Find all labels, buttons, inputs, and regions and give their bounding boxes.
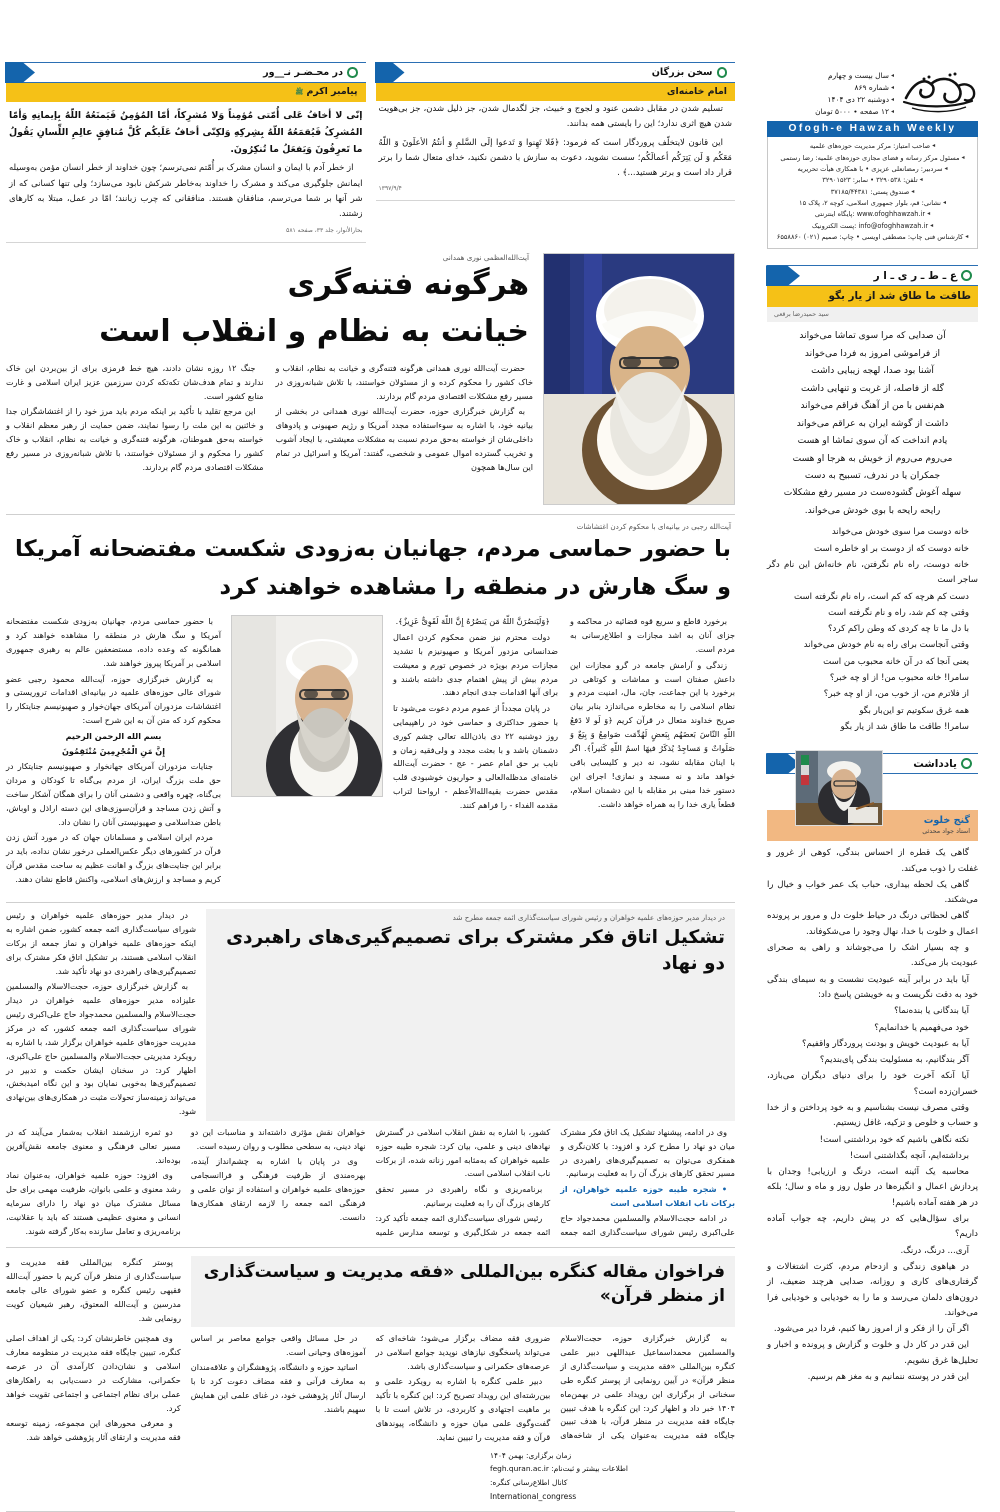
- paragraph: از فلاترم من، از خوب من، از او چه خبر؟: [823, 689, 969, 700]
- chevron-right-icon: [375, 62, 405, 83]
- paragraph: گاهی یک قطره از احساس بندگی، کوهی از غرور و غفلت را ذوب می‌کند.: [767, 848, 978, 874]
- prophet-label: پیامبر اکرم: [306, 86, 358, 97]
- quote-box-header-left: [376, 62, 736, 83]
- paragraph: در پایان مجدداً از عموم مردم دعوت می‌شود تا با حضور حداکثری و حماسی خود در راهپیمایی روز دوشنبه ۲۲ دی باذن‌الله تعالی چشم کوری دشمنان باشد و با بعثت مجدد و ولی‌فقیه زمان و نایب بر حق امام عصر - عج - حضرت آیت‌الله خامنه‌ای مدظله‌العالی و حواریون خوشبودی قلب مقدس حضرت بقیه‌الله‌الأعظم - ارواحنا لتراب مقدمه الفداء - را فراهم کنند.: [393, 702, 559, 811]
- article-2-right-col: [6, 615, 221, 888]
- paragraph: اگر آن را از فکر و از امروز رها کنیم، فردا دیر می‌شود.: [773, 1324, 969, 1335]
- article-4-intro: [6, 1256, 181, 1326]
- congress-event-info: [490, 1449, 735, 1504]
- paragraph: حضرت آیت‌الله نوری همدانی هرگونه فتنه‌گری و خیانت به نظام، انقلاب و خاک کشور را محکوم کرده و از مسئولان خواستند، با تلاش شبانه‌روزی در مسیر رفع مشکلات اقتصادی مردم گام بردارند.: [275, 362, 533, 401]
- quote-box-label-left: امام خامنه‌ای: [376, 83, 736, 101]
- paragraph: با دل ما تا چه کردی که وطن راکم کرد؟: [827, 624, 969, 635]
- poem-lines: [767, 322, 978, 520]
- paragraph: زندگی و آرامش جامعه در گرو مجازات این داعش صفتان است و مماشات و کوتاهی در برخورد با این جماعت، جان، مال، امنیت مردم و نظام اسلامی را به مخاطره می‌اندازد بنابر بیان صریح خداوند متعال در قرآن کریم ﴿وَ لَو لا دَفعُ اللّهِ النّاسَ بَعضَهُم بِبَعضٍ لَهُدِّمَت صَوامِعُ وَ بِیَعٌ وَ صَلَواتٌ وَ مَساجِدُ یُذکَرُ فیهَا اسمُ اللّهِ کَثیراً﴾. اگر با اینان مقابله نشود، نه دیر و کلیسایی باقی خواهد ماند و نه مسجد و نمازی! اجرای این دستور خدا مبنی بر مقابله با این دشمنان اسلام، قطعاً یاری خدا را به همراه خواهد داشت.: [570, 659, 735, 809]
- paragraph: همه غرق سکوتیم تو این‌بار بگو: [859, 705, 969, 716]
- poem-body: [767, 520, 978, 735]
- paragraph: به گزارش خبرگزاری حوزه، حضرت آیت‌الله نوری همدانی در بخشی از بیانیه خود، با اشاره به سوءاستفاده مجدد آمریکا و رژیم صهیونی و پادوهای داخلی‌شان از خواسته به‌حق مردم نسبت به مشکلات معیشتی، با ایجاد آشوب و تخریب گسترده اموال عمومی و شخصی، گفتند: آمریکا و اسرائیل در تمام این سال‌ها همچون: [275, 406, 533, 472]
- article-otagh-fekr: [6, 909, 735, 1248]
- paragraph: وقتی چه کم شد، راه و نام نگرفته است: [828, 607, 969, 618]
- imprint-line: صاحب امتیاز: مرکز مدیریت حوزه‌های علمیه: [809, 142, 931, 151]
- article-rajabi: [6, 522, 735, 904]
- poem-line: می‌روم می‌روم از خویش به هرجا او هست: [792, 453, 953, 464]
- paragraph: وقتی مصرف نیست بشناسیم و به خود پرداختن و از خدا و حساب و خلوص و تزکیه، غافل زیستیم.: [767, 1102, 978, 1129]
- chevron-right-icon: [5, 62, 35, 83]
- lead-grid: [6, 253, 735, 505]
- paragraph: با حضور حماسی مردم، جهانیان به‌زودی شکست مفتضحانه آمریکا و سگ هارش در منطقه را مشاهده خواهند کرد و همانگونه که وعده داده، مستضعفین عالم به رهبری جمهوری اسلامی بر آمریکا پیروز خواهند شد.: [6, 616, 221, 669]
- paragraph: آگر بندگانیم، به مسئولیت بندگی پای‌بندیم؟: [819, 1055, 969, 1066]
- article-2-headline-1: با حضور حماسی مردم، جهانیان به‌زودی شکست مفتضحانه آمریکا: [15, 535, 731, 562]
- divider: [6, 514, 735, 515]
- event-registration[interactable]: اطلاعات بیشتر و ثبت‌نام: fegh.quran.ac.ir: [490, 1464, 628, 1474]
- section-header-yaddasht: [767, 753, 978, 774]
- paragraph: و معرفی محورهای این مجموعه، زمینه توسعه فقه مدیریت و ارتقای آثار پژوهشی خواهد شد.: [6, 1417, 181, 1442]
- poem-line: یادم انداخت که آن سوی تماشا او هست: [797, 436, 948, 447]
- imprint-website[interactable]: پایگاه اینترنتی: www.ofoghhawzah.ir: [814, 210, 926, 219]
- note-body: [767, 841, 978, 1385]
- poem-line: هم‌نفس با من از آهنگ فراقم می‌خواند: [800, 401, 945, 412]
- imprint-line: کارشناس فنی چاپ: مصطفی اویسی • چاپ: صمیم (۰۲۱) ۶۵۵۸۸۶۰: [776, 233, 964, 242]
- quote-box-dar-mahzar-noor: [6, 62, 366, 243]
- bullet-icon: [961, 758, 972, 769]
- paragraph: جنگ ۱۲ روزه نشان دادند، هیچ خط قرمزی برای از بین‌بردن این خاک ندارند و تمام هدف‌شان تکه‌تکه کردن سرزمین عزیز ایران اسلامی و غارت منابع کشور است.: [6, 362, 264, 401]
- article-lead: [6, 253, 735, 515]
- quran-verse: إِنَّ مَنِ الْمُجْرِمِینَ مُنْتَقِمُونَ: [62, 746, 165, 757]
- note-author: استاد جواد محدثی: [922, 827, 970, 836]
- portrait-illustration: [796, 751, 882, 825]
- main-content-column: [0, 62, 745, 1501]
- imprint-line: مسئول مرکز رسانه و فضای مجازی حوزه‌های علمیه: رضا رستمی: [780, 153, 960, 162]
- quote-box-source-left: ۱۳۹۷/۹/۴: [378, 185, 402, 193]
- article-3-kicker: در دیدار مدیر حوزه‌های علمیه خواهران و رئیس شورای سیاست‌گذاری ائمه جمعه مطرح شد: [452, 913, 725, 923]
- paragraph: در حل مسائل واقعی جوامع معاصر بر اساس آموزه‌های وحیانی است.: [190, 1332, 366, 1357]
- poem-line: گله از فاصله، از غربت و تنهایی داشت: [800, 383, 945, 394]
- quote-box-arabic-right: إنّی لا أخافُ عَلی أُمّتی مُؤمِناً وَلا مُشرِکاً، أمّا المُؤمِنُ فَیَمنَعُهُ اللّهُ بِإیمانِهِ وَأمّا المُشرِکُ فَیُقمَعُهُ اللّهُ بِشِرکِهِ وَلکِنّی أخافُ عَلَیکُم کُلَّ مُنافِقٍ عالِمِ اللِّسانِ یَقُولُ ما تَعرِفُونَ وَیَفعَلُ ما تُنکِرُونَ.: [9, 110, 363, 156]
- section-yaddasht: [767, 753, 978, 1385]
- article-photo-ayatollah-rajabi: [231, 615, 383, 797]
- portrait-illustration: [544, 254, 734, 504]
- poem-line: آشنا بود صدا، لهجه زیبایی داشت: [811, 366, 934, 377]
- issue-number: شماره ۸۶۹: [854, 82, 889, 92]
- poem-line: سهله آغوش گشوده‌ست در مسیر رفع مشکلات: [783, 488, 962, 499]
- logo[interactable]: [900, 66, 978, 116]
- imprint-block: ◂صاحب امتیاز: مرکز مدیریت حوزه‌های علمیه ◂مسئول مرکز رسانه و فضای مجازی حوزه‌های علمیه: رضا رستمی ◂سردبیر: رمضانعلی عزیزی • با همکاری هیأت تحریریه ◂تلفن: ۳۲۹۰۵۳۸ • نمابر: ۳۲۹۰۱۵۲۳ ◂صندوق پستی: ۳۷۱۸۵/۴۴۳۸۱ ◂نشانی: قم، بلوار جمهوری اسلامی، کوچه ۲، پلاک ۱۵ ◂پایگاه اینترنتی: www.ofoghhawzah.ir ◂پست الکترونیک: info@ofoghhawzah.ir ◂کارشناس فنی چاپ: مصطفی اویسی • چاپ: صمیم (۰۲۱) ۶۵۵۸۸۶۰: [767, 137, 978, 249]
- article-lead-body: [6, 362, 533, 476]
- article-lead-kicker: آیت‌الله‌العظمی نوری همدانی: [442, 252, 529, 262]
- paragraph: آیا به عبودیت خویش و بودنت پروردگار واقفیم؟: [801, 1038, 969, 1049]
- article-2-left-cols: [393, 615, 735, 888]
- article-3-headline-band: [206, 909, 735, 1121]
- article-3-headline: تشکیل اتاق فکر مشترک برای تصمیم‌گیری‌های راهبردی دو نهاد: [226, 927, 725, 974]
- divider: [6, 1247, 735, 1248]
- paragraph: در ادامه حجت‌الاسلام والمسلمین محمدجواد حاج علی‌اکبری رئیس شورای سیاست‌گذاری ائمه جمعه کشور، با اشاره به نقش انقلاب اسلامی در گسترش نهادهای دینی و علمی، بیان کرد: شجره طیبه حوزه علمیه خواهران که به‌مثابه امور زنانه شده، از برکات ناب انقلاب اسلامی است.: [375, 1126, 735, 1238]
- quote-box-translation-right: از خطر آدم با ایمان و انسان مشرک بر أُمّتم نمی‌ترسم؛ چون خداوند از خطر انسان مؤمن به‌وسیله ایمانش جلوگیری می‌کند و مشرک را خداوند به‌خاطر شرکش نابود می‌سازد؛ ولی تنها کسانی که از شر آنها بر شما می‌ترسم، منافقان هستند. منافقانی که چرب زبانند؛ امّا در عمل، مبتلا به کارهای زشتند.: [9, 163, 363, 220]
- paragraph: نکته نگاهی باشیم که خود برداشتنی است!: [819, 1134, 969, 1145]
- paragraph: برای سؤال‌هایی که در پیش داریم، چه جواب آماده داریم؟: [767, 1214, 978, 1240]
- issue-date: دوشنبه ۲۲ دی ۱۴۰۴: [827, 94, 889, 104]
- paragraph: برخورد قاطع و سریع قوه قضائیه در محاکمه و جزای آنان به اشد مجازات و اطلاع‌رسانی به مردم است.: [570, 616, 735, 655]
- paragraph: خانه دوست، راه نام نگرفتن، نام خانه‌اش این نام دگر ساجر است: [767, 559, 978, 586]
- article-4-headline: فراخوان مقاله کنگره بین‌المللی «فقه مدیریت و سیاست‌گذاری از منظر قرآن»: [203, 1261, 725, 1306]
- imprint-line: نشانی: قم، بلوار جمهوری اسلامی، کوچه ۲، پلاک ۱۵: [799, 199, 941, 208]
- paragraph: این قدر در پوسته ننمانیم و به مغز هم برسیم.: [807, 1372, 969, 1383]
- paragraph: به گزارش خبرگزاری حوزه، حجت‌الاسلام والمسلمین علیزاده مدیر حوزه‌های علمیه خواهران در دیدار حجت‌الاسلام والمسلمین محمدجواد حاج علی‌اکبری رئیس شورای سیاست‌گذاری ائمه جمعه کشور، که در مرکز مدیریت حوزه‌های علمیه خواهران برگزار شد، با اشاره به رویکرد مدیریتی حجت‌الاسلام والمسلمین حاج علی‌اکبری، اظهار کرد: در سخنان ایشان حکمت و تدبیر در تصمیم‌گیری‌ها به‌خوبی نمایان بود و این نگاه امیدبخش، می‌تواند زمینه‌ساز تحولات مثبت در همکاری‌های بین‌نهادی شود.: [6, 981, 196, 1117]
- article-3-subhead: • شجره طیبه حوزه علمیه خواهران، از برکات ناب انقلاب اسلامی است: [560, 1183, 735, 1211]
- paragraph: اساتید حوزه و دانشگاه، پژوهشگران و علاقه‌مندان به معارف قرآنی و فقه مضاف دعوت کرد تا با ارسال آثار پژوهشی خود، در غنای علمی این همایش سهیم باشند.: [190, 1362, 366, 1415]
- imprint-email[interactable]: پست الکترونیک: info@ofoghhawzah.ir: [811, 221, 929, 230]
- imprint-line: سردبیر: رمضانعلی عزیزی • با همکاری هیأت تحریریه: [797, 165, 943, 174]
- paragraph: آیا بندگانی یا بنده‌نما؟: [894, 1006, 969, 1017]
- poem-line: از فراموشی امروز به فردا می‌خواند: [804, 348, 941, 359]
- paragraph: به گزارش خبرگزاری حوزه، آیت‌الله محمود رجبی عضو شورای عالی حوزه‌های علمیه در بیانیه‌ای اقدامات تروریستی و اغتشاشات مزدوران آمریکای جهان‌خوار و صهیونیسم جنایتکار را محکوم کرد که متن آن به این شرح است:: [6, 673, 221, 726]
- article-3-body: [6, 1126, 735, 1240]
- poem-line: رایحه رایحه با بوی خودش می‌خواند.: [804, 505, 941, 516]
- pbuh-icon: ﷺ: [295, 88, 304, 96]
- poem-line: جمکران یا در ندرف، تسبیح به دست: [804, 471, 941, 482]
- paragraph: وی در ادامه، پیشنهاد تشکیل یک اتاق فکر مشترک میان دو نهاد را مطرح کرد و افزود: با کلان‌نگری و همفکری می‌توان به تصمیم‌گیری‌های راهبردی در مسیر تحقق کارهای بزرگ آن را به فعلیت برسانیم.: [560, 1126, 735, 1179]
- article-2-headline-2: و سگ هارش در منطقه را مشاهده خواهند کرد: [219, 574, 731, 601]
- paragraph: و چه بسیار اشک را می‌جوشاند و راهی به صحرای عبودیت باز می‌کند.: [767, 943, 978, 969]
- article-lead-headline-2: خیانت به نظام و انقلاب است: [99, 313, 529, 349]
- paragraph: آیا باید در برابر آینه عبودیت نشست و به سیمای بندگی خود به دقت نگریست و به خویشتن پاسخ داد:: [767, 974, 978, 1000]
- paragraph: این مرجع تقلید با تأکید بر اینکه مردم باید مرز خود را از اغتشاشگران جدا و خائنین به این ملت را رسوا نمایند، ضمن حمایت از رهبر معظم انقلاب و خواسته به‌حق هموطنان، هرگونه فتنه‌گری و خیانت به نظام، انقلاب و خاک کشور را محکوم و از مسئولان خواستند، با تلاش شبانه‌روزی در مسیر رفع مشکلات اقتصادی مردم گام بردارند.: [6, 406, 264, 472]
- section-title: ع ـ ط ـ ر ی ـ ا ر: [873, 269, 957, 282]
- divider: [6, 242, 366, 243]
- divider: [6, 902, 735, 903]
- paragraph: خانه دوست مرا سوی خودش می‌خواند: [831, 527, 969, 538]
- issue-year: سال بیست و چهارم: [828, 71, 889, 80]
- event-channel-label: کانال اطلاع‌رسانی کنگره:: [490, 1478, 568, 1488]
- portrait-illustration: [232, 616, 382, 796]
- paragraph: برنامه‌ریزی و نگاه راهبردی در مسیر تحقق کارهای بزرگ آن را به فعلیت برسانیم.: [375, 1183, 551, 1208]
- paragraph: به گزارش خبرگزاری حوزه، حجت‌الاسلام والمسلمین محمداسماعیل عبداللهی دبیر علمی کنگره بین‌المللی «فقه مدیریت و سیاست‌گذاری از منظر قرآن» در آیین رونمایی از پوستر کنگره طی سخنانی از برگزاری این رویداد علمی در بهمن‌ماه ۱۴۰۴ خبر داد و اظهار کرد: این کنگره با هدف تبیین جایگاه فقه مدیریت در منظر قرآن، با هدف تبیین جایگاه فقه مدیریت به‌عنوان یکی از شاخه‌های ضروری فقه مضاف برگزار می‌شود؛ شاخه‌ای که می‌تواند پاسخگوی نیازهای نوپدید جوامع اسلامی در عرصه‌های حکمرانی و سیاست‌گذاری باشد.: [375, 1332, 735, 1441]
- english-title-bar: Ofogh-e Hawzah Weekly: [767, 121, 978, 138]
- poem-line: داشت از گوشه ایران به عراقم می‌خواند: [796, 418, 949, 429]
- author-photo-javad-mohaddesi: [795, 750, 883, 826]
- article-photo-ayatollah-nouri: [543, 253, 735, 505]
- paragraph: دولت محترم نیز ضمن محکوم کردن اعمال ضدانسانی مزدور آمریکا و صهیونیزم با تشدید مجازات مردم بویژه در خصوص تورم و معیشت مردم بیش از پیش اهتمام جدی داشته باشند و برای آنها اقدامات جدی انجام دهند.: [393, 631, 558, 698]
- section-title: یادداشت: [913, 757, 957, 770]
- paragraph: گاهی یک لحظه بیداری، حباب یک عمر خواب و خیال را می‌شکند.: [767, 879, 978, 906]
- bismillah: بسم الله الرحمن الرحیم: [65, 730, 162, 741]
- paragraph: برداشته‌ایم، آنچه بگذاشتنی است!: [849, 1150, 969, 1161]
- paragraph: مردم ایران اسلامی و مسلمانان جهان که در مورد آتش زدن قرآن در کشورهای دیگر عکس‌العملی درخور نشان نداده، باید در برابر این جنایت‌های بزرگ و اهانت عظیم به ساحت مقدس قرآن کریم و مساجد و ارزش‌های اسلامی، واکنش قاطع نشان دهند.: [6, 832, 221, 885]
- poem-byline: سید حمیدرضا برقعی: [767, 307, 978, 322]
- event-channel-handle[interactable]: International_congress: [490, 1491, 577, 1501]
- paragraph: گاهی لحظاتی درنگ در حیاط خلوت دل و مرور بر پرونده اعمال و خلوت با خدا، نهال وجود را می‌شکوفاند.: [767, 911, 978, 937]
- paragraph: این قدر در کار دل و خلوت و گزارش و پرونده و اخبار و تحلیل‌ها غرق نشویم.: [767, 1340, 978, 1366]
- event-time: زمان برگزاری: بهمن ۱۴۰۴: [490, 1450, 572, 1460]
- ofogh-hawzah-logo-icon: [900, 68, 978, 116]
- quote-box-body1-left: تسلیم شدن در مقابل دشمن عنود و لجوج و خبیث، جز لگدمال شدن، جز ذلیل شدن، جز بی‌هویت شدن هیچ اثری ندارد؛ این را بایستی همه بدانند.: [378, 104, 732, 130]
- divider: [376, 200, 736, 201]
- article-4-headline-band: [191, 1256, 735, 1327]
- top-quote-boxes: [6, 62, 735, 243]
- article-2-lower-body: [6, 893, 735, 894]
- masthead: [767, 62, 978, 118]
- paragraph: وی همچنین خاطرنشان کرد: یکی از اهداف اصلی کنگره، تبیین جایگاه فقه مدیریت در منظومه معارف اسلامی و نشان‌دادن کارآمدی آن در عرصه حکمرانی، مشارکت در دست‌یابی به راهکارهای عملی برای نظام اجتماعی و اجتماعی تقویت خواهد کرد.: [6, 1332, 181, 1413]
- paragraph: خود می‌فهمیم یا خدانمایم؟: [874, 1022, 969, 1033]
- paragraph: وقتی آنجاست برای راه به نام خودش می‌خواند: [803, 640, 969, 651]
- paragraph: ﴿وَلَیَنصُرَنَّ اللّهُ مَن یَنصُرُهُ إِنَّ اللّهَ لَقَوِیٌّ عَزِیزٌ﴾.: [395, 616, 550, 627]
- bullet-icon: [717, 67, 728, 78]
- paragraph: یعنی آنجا که در آن خانه محبوب من است: [823, 656, 969, 667]
- paragraph: آری... درنگ، درنگ.: [900, 1245, 969, 1256]
- poem-line: آن صدایی که مرا سوی تماشا می‌خواند: [799, 331, 946, 342]
- issue-pages-price: ۱۲ صفحه • ۵۰۰۰ تومان: [815, 106, 889, 116]
- paragraph: سامرا! طاقت ما طاق شد از یار بگو: [840, 721, 969, 732]
- sidebar: [745, 62, 1000, 1428]
- paragraph: دبیر علمی کنگره با اشاره به رویکرد علمی و بین‌رشته‌ای این رویداد تصریح کرد: این کنگره با تأکید بر ماهیت اجتهادی و کاربردی، در تلاش است تا با گفت‌وگوی علمی میان حوزه و دانشگاه، پیوندهای قرآن و فقه مدیریت را تبیین نماید.: [375, 1376, 551, 1442]
- note-title: گنج خلوت: [923, 815, 970, 827]
- paragraph: جنایات مزدوران آمریکای جهانخوار و صهیونیسم جنایتکار در حق ملت بزرگ ایران، از مردم بی‌گناه تا کودکان و مردان بی‌گناه، چهره واقعی و دشمنی آنان را برای همگان آشکار ساخت و آتش زدن مساجد و قرآن‌سوزی‌های این دسته اراذل و اوباش، باطن ضداسلامی و صهیونیستی آنان را نشان داد.: [6, 761, 221, 828]
- paragraph: محاسبه یک آئینه است، درنگ و ارزیابی! وجدان با پردازش اعمال و انگیزه‌ها در طول روز و ماه و سال؛ بلکه در هر هفته آماده باشیم!: [767, 1167, 978, 1208]
- quote-box-body2-left: این قانون لایتخلّف پروردگار است که فرمود: ﴿فَلا تَهِنوا وَ تَدعوا إلَی السَّلمِ وَ أنتُمُ الأعلَونَ وَ اللّهُ مَعَکُم وَ لَن یَتِرَکُم أعمالَکُم؛ سست نشوید، دعوت به سازش با دشمن نکنید، خدای متعال شما را برتر قرار داد است و برتر هستید...﴾ .: [378, 137, 732, 179]
- paragraph: رئیس شورای سیاست‌گذاری ائمه جمعه تأکید کرد: ائمه جمعه در شکل‌گیری و توسعه مدارس علمیه خواهران نقش مؤثری داشته‌اند و مناسبات این دو نهاد دینی، به سطحی مطلوب و روان رسیده است.: [190, 1126, 551, 1238]
- bullet-icon: [347, 67, 358, 78]
- paragraph: آیا آنکه آخرت خود را برای دنیای دیگران می‌بازد، خسران‌زده است؟: [767, 1071, 978, 1097]
- imprint-line: صندوق پستی: ۳۷۱۸۵/۴۴۳۸۱: [830, 187, 910, 196]
- bullet-icon: [961, 270, 972, 281]
- quote-box-header-right: [6, 62, 366, 83]
- quote-box-label-right: [6, 83, 366, 102]
- quote-box-title-right: در محـضـر نـ__ور: [263, 67, 343, 78]
- section-atr-yar: [767, 265, 978, 735]
- article-3-intro: [6, 909, 196, 1119]
- paragraph: خانه دوست که از دوست بر او خاطره است: [814, 543, 969, 554]
- paragraph: وی در پایان با اشاره به چشم‌انداز آینده، بهره‌مندی از ظرفیت فرهنگی و فرا‌انسجامی حوزه‌های علمیه خواهران و استفاده از توان علمی و فرهنگی ائمه جمعه را لازمه ارتقای همکاری‌ها دانست.: [190, 1156, 366, 1222]
- quote-box-title-left: سخن بزرگان: [651, 67, 713, 78]
- paragraph: وی افزود: حوزه علمیه خواهران، به‌عنوان نماد رشد معنوی و علمی بانوان، ظرفیت مهمی برای حل مسائل مشترک میان دو نهاد را دارای سرمایه انسانی و معنوی عظیمی هستند که باید با عقلانیت، برنامه‌ریزی و تعامل سازنده به‌کار گرفته شوند.: [6, 1169, 181, 1236]
- paragraph: در هیاهوی زندگی و ازدحام مردم، کثرت اشتغالات و گرفتاری‌های کاری و روزانه، صدایی هرچند ضعیف، از درون‌های دلمان می‌رسد و ما را به خودیابی و خودیابی فرا می‌خواند.: [767, 1261, 978, 1318]
- article-2-kicker: آیت‌الله رجبی در بیانیه‌ای با محکوم کردن اغتشاشات: [576, 521, 731, 531]
- section-header-atr-yar: [767, 265, 978, 286]
- article-congress-call: [6, 1256, 735, 1512]
- chevron-right-icon: [766, 265, 800, 286]
- quote-box-source-right: بحارالأنوار، جلد ۳۳، صفحه ۵۸۱: [286, 226, 363, 234]
- article-lead-headline-1: هرگونه فتنه‌گری: [287, 266, 529, 302]
- paragraph: پوستر کنگره بین‌المللی فقه مدیریت و سیاست‌گذاری از منظر قرآن کریم با حضور آیت‌الله فقیهی رئیس کنگره و عضو شورای عالی جامعه مدرسین و آیت‌الله المعتوق، رهبر شیعیان کویت رونمایی شد.: [6, 1256, 181, 1323]
- imprint-line: تلفن: ۳۲۹۰۵۳۸ • نمابر: ۳۲۹۰۱۵۲۳: [822, 176, 918, 185]
- paragraph: دست کم هرچه که کم است، راه نام نگرفته است: [794, 591, 969, 602]
- issue-meta: ◂سال بیست و چهارم ◂شماره ۸۶۹ ◂دوشنبه ۲۲ دی ۱۴۰۴ ◂۱۲ صفحه • ۵۰۰۰ تومان: [815, 71, 894, 116]
- paragraph: سامرا! خانه محبوب من! از او چه خبر؟: [829, 673, 969, 684]
- paragraph: در دیدار مدیر حوزه‌های علمیه خواهران و رئیس شورای سیاست‌گذاری ائمه جمعه کشور، ضمن اشاره به اینکه حوزه‌های علمیه خواهران و نماز جمعه از برکات انقلاب اسلامی هستند، بر تشکیل اتاق فکر مشترک برای تصمیم‌گیری‌های راهبردی دو نهاد تأکید شد.: [6, 910, 196, 976]
- quote-box-sokhan-bozorgan: [376, 62, 736, 243]
- paragraph: دو ثمره ارزشمند انقلاب به‌شمار می‌آیند که در مسیر تعالی فرهنگی و معنوی جامعه نقش‌آفرین بوده‌اند.: [6, 1126, 181, 1165]
- poem-title: طاقت ما طاق شد از یار بگو: [767, 286, 978, 307]
